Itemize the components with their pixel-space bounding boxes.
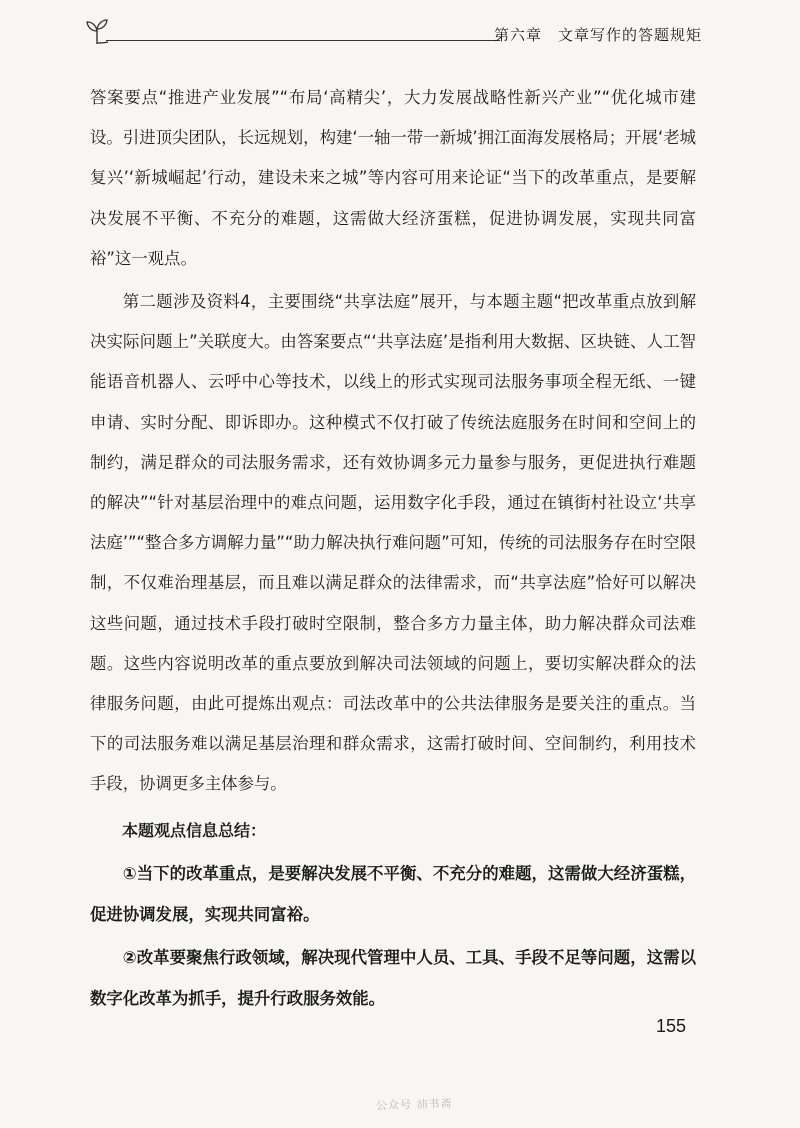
chapter-label: 第六章	[493, 26, 542, 44]
summary-heading: 本题观点信息总结：	[122, 820, 267, 840]
sprout-icon	[84, 16, 110, 46]
header-rule	[106, 40, 500, 41]
summary-item-2: ②改革要聚焦行政领域，解决现代管理中人员、工具、手段不足等问题，这需以数字化改革为抓手，提升行政服务效能。	[90, 947, 696, 1008]
chapter-title: 文章写作的答题规矩	[557, 26, 702, 44]
page-header	[84, 14, 708, 50]
body-paragraph-2: 第二题涉及资料4，主要围绕“共享法庭”展开，与本题主题“把改革重点放到解决实际问题上”关联度大。由答案要点“‘共享法庭’是指利用大数据、区块链、人工智能语音机器人、云呼中心等技术，以线上的形式实现司法服务事项全程无纸、一键申请、实时分配、即诉即办。这种模式不仅打破了传统法庭服务在时间和空间上的制约，满足群众的司法服务需求，还有效协调多元力量参与服务，更促进执行难题的解决”“针对基层治理中的难点问题，运用数字化手段，通过在镇街村社设立‘共享法庭’”“整合多方调解力量”“助力解决执行难问题”可知，传统的司法服务存在时空限制，不仅难治理基层，而且难以满足群众的法律需求，而“共享法庭”恰好可以解决这些问题，通过技术手段打破时空限制，整合多方力量主体，助力解决群众司法难题。这些内容说明改革的重点要放到解决司法领域的问题上，要切实解决群众的法律服务问题，由此可提炼出观点：司法改革中的公共法律服务是要关注的重点。当下的司法服务难以满足基层治理和群众需求，这需打破时间、空间制约，利用技术手段，协调更多主体参与。	[90, 292, 696, 794]
watermark: 公众号 油书斋	[375, 1096, 453, 1113]
page-body	[90, 78, 696, 1019]
body-paragraph-1: 答案要点“推进产业发展”“布局‘高精尖’，大力发展战略性新兴产业”“优化城市建设。引进顶尖团队，长远规划，构建‘一轴一带一新城’拥江面海发展格局；开展‘老城复兴’‘新城崛起’行动，建设未来之城”等内容可用来论证“当下的改革重点，是要解决发展不平衡、不充分的难题，这需做大经济蛋糕，促进协调发展，实现共同富裕”这一观点。	[90, 88, 696, 268]
running-header	[494, 24, 702, 45]
summary-item-1: ①当下的改革重点，是要解决发展不平衡、不充分的难题，这需做大经济蛋糕，促进协调发展，实现共同富裕。	[90, 863, 696, 924]
page-number: 155	[655, 1016, 686, 1036]
